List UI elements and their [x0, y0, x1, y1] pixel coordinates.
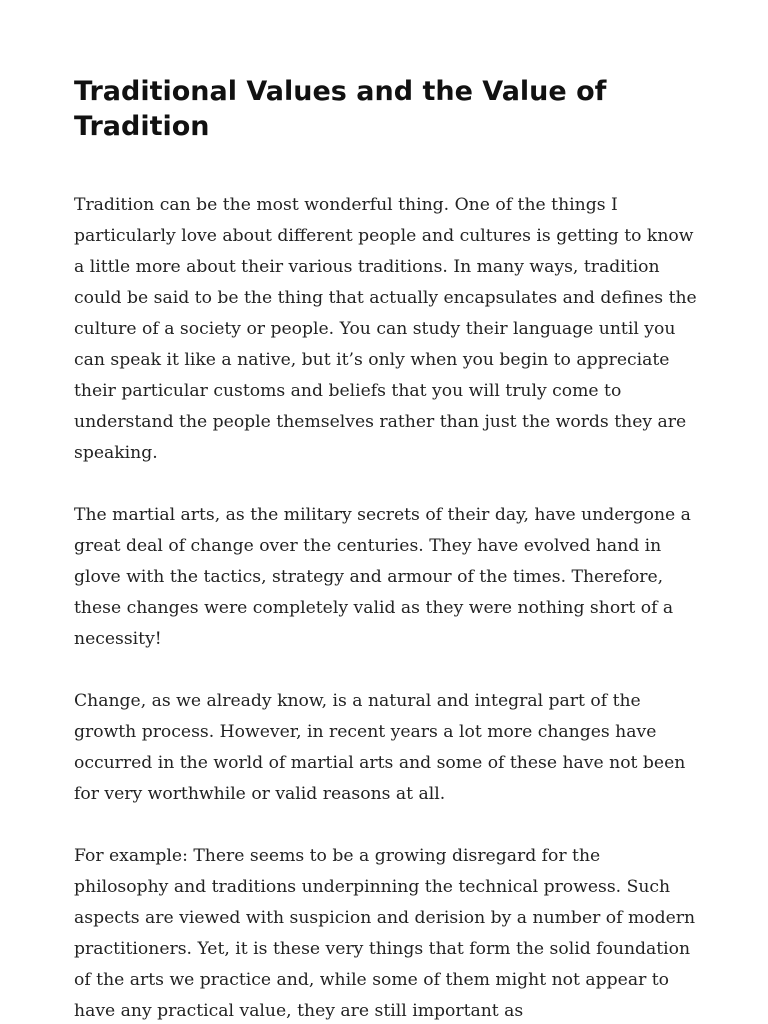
article-body [74, 190, 700, 1024]
paragraph-4: For example: There seems to be a growing disregard for the philosophy and traditions underpinning the technical prowess. Such aspects are viewed with suspicion and derision by a number of modern practitioners. Yet, it is these very things that form the solid foundation of the arts we practice and, while some of them might not appear to have any practical value, they are still important as [74, 846, 696, 1021]
paragraph-2: The martial arts, as the military secrets of their day, have undergone a great deal of change over the centuries. They have evolved hand in glove with the tactics, strategy and armour of the times. Therefore, these changes were completely valid as they were nothing short of a necessity! [74, 505, 691, 649]
article-title: Traditional Values and the Value of Tradition [74, 76, 607, 142]
paragraph-1: Tradition can be the most wonderful thing. One of the things I particularly love about different people and cultures is getting to know a little more about their various traditions. In many ways, tradition could be said to be the thing that actually encapsulates and defines the culture of a society or people. You can study their language until you can speak it like a native, but it’s only when you begin to appreciate their particular customs and beliefs that you will truly come to understand the people themselves rather than just the words they are speaking. [74, 195, 697, 463]
paragraph-3: Change, as we already know, is a natural and integral part of the growth process. However, in recent years a lot more changes have occurred in the world of martial arts and some of these have not been for very worthwhile or valid reasons at all. [74, 691, 686, 804]
